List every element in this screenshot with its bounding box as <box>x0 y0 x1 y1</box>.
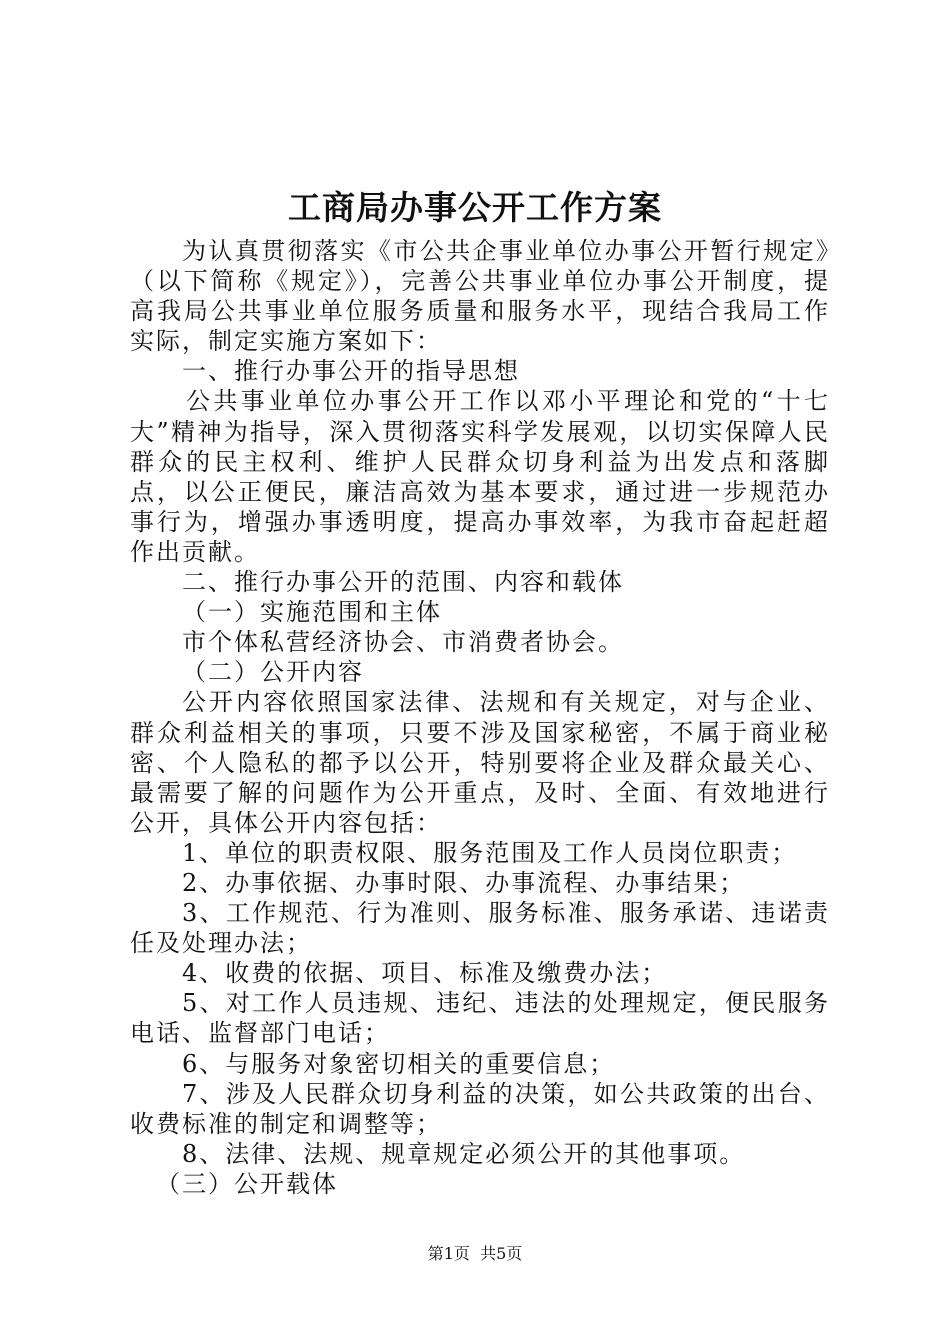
scope-paragraph: 市个体私营经济协会、市消费者协会。 <box>182 628 624 657</box>
intro-paragraph: 为认真贯彻落实《市公共企事业单位办事公开暂行规定》（以下简称《规定》），完善公共事业单位办事公开制度，提高我局公共事业单位服务质量和服务水平，现结合我局工作实际，制定实施方案如下： <box>130 237 830 356</box>
document-title: 工商局办事公开工作方案 <box>288 188 662 227</box>
list-item: 2、办事依据、办事时限、办事流程、办事结果； <box>182 868 746 897</box>
list-item: 1、单位的职责权限、服务范围及工作人员岗位职责； <box>182 838 798 867</box>
section-heading-2: 二、推行办事公开的范围、内容和载体 <box>182 568 624 597</box>
list-item: 7、涉及人民群众切身利益的决策，如公共政策的出台、收费标准的制定和调整等； <box>130 1079 830 1138</box>
page-total: 共5页 <box>480 1244 523 1263</box>
subsection-heading-2: （二）公开内容 <box>182 658 364 687</box>
list-item: 6、与服务对象密切相关的重要信息； <box>182 1049 616 1078</box>
section-heading-1: 一、推行办事公开的指导思想 <box>182 357 520 386</box>
content-paragraph: 公开内容依照国家法律、法规和有关规定，对与企业、群众利益相关的事项，只要不涉及国家秘密，不属于商业秘密、个人隐私的都予以公开，特别要将企业及群众最关心、最需要了解的问题作为公开重点，及时、全面、有效地进行公开，具体公开内容包括： <box>130 688 830 837</box>
subsection-heading-1: （一）实施范围和主体 <box>182 598 442 627</box>
subsection-heading-3: （三）公开载体 <box>156 1169 338 1198</box>
list-item: 5、对工作人员违规、违纪、违法的处理规定，便民服务电话、监督部门电话； <box>130 989 830 1048</box>
page-footer <box>0 1243 950 1265</box>
list-item: 4、收费的依据、项目、标准及缴费办法； <box>182 959 668 988</box>
guiding-ideology-paragraph: 公共事业单位办事公开工作以邓小平理论和党的“十七大”精神为指导，深入贯彻落实科学发展观，以切实保障人民群众的民主权利、维护人民群众切身利益为出发点和落脚点，以公正便民，廉洁高效为基本要求，通过进一步规范办事行为，增强办事透明度，提高办事效率，为我市奋起赶超作出贡献。 <box>130 387 830 566</box>
list-item: 8、法律、法规、规章规定必须公开的其他事项。 <box>182 1139 746 1168</box>
list-item: 3、工作规范、行为准则、服务标准、服务承诺、违诺责任及处理办法； <box>130 899 830 958</box>
document-body <box>130 236 830 1199</box>
page-number: 第1页 <box>427 1244 470 1263</box>
